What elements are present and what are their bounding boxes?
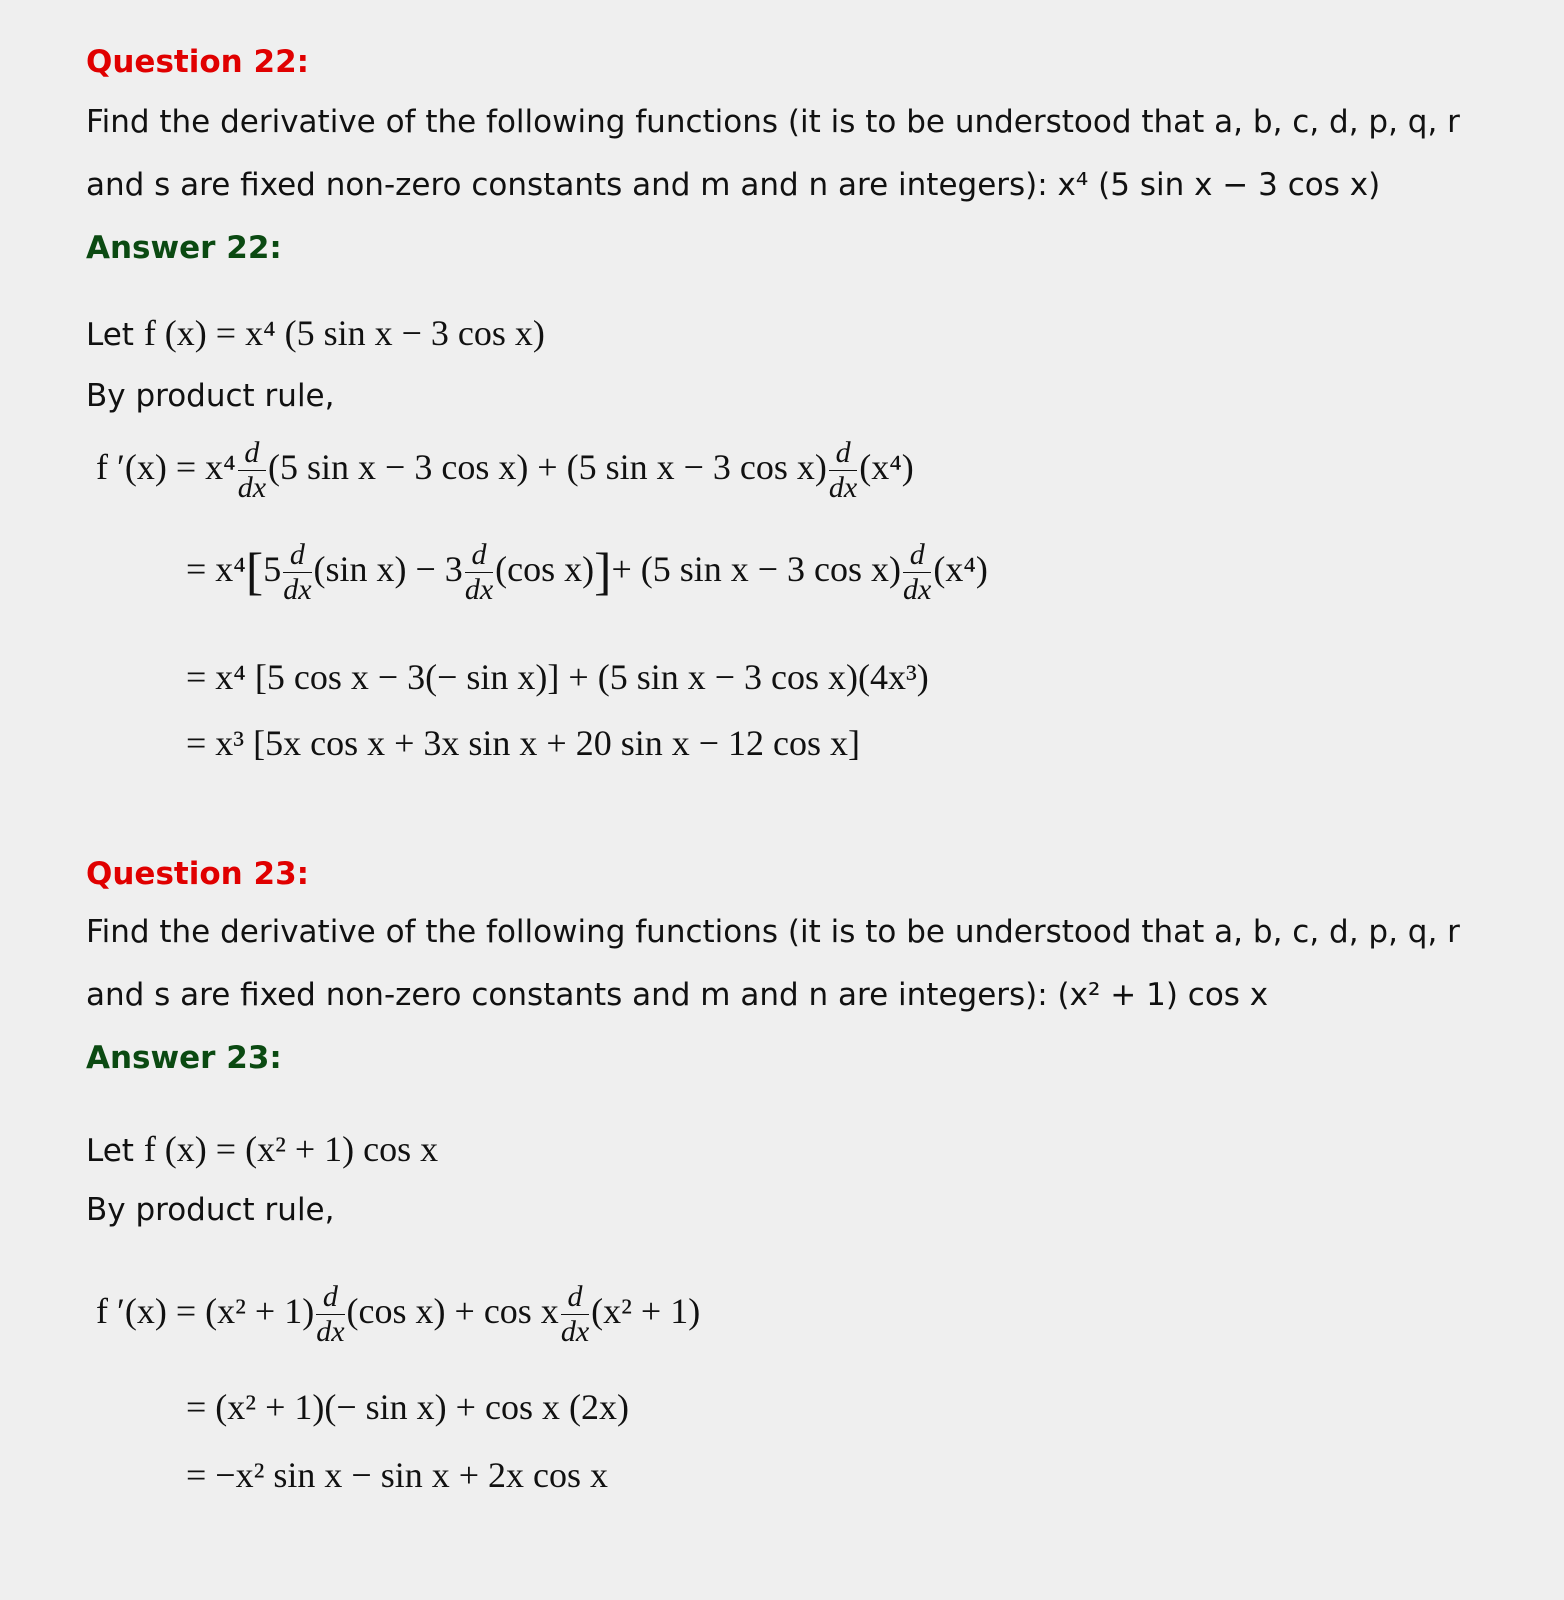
question-22-text-line-1: Find the derivative of the following functions (it is to be understood that a, b, c, d, p, q, r	[86, 104, 1460, 140]
derivative-operator: $\frac{d}{dx}$	[560, 1280, 590, 1348]
derivative-operator: $\frac{d}{dx}$	[283, 538, 312, 606]
question-23-text-line-2: and s are fixed non-zero constants and m and n are integers): (x² + 1) cos x	[86, 977, 1269, 1013]
step-2-lead: = x⁴	[186, 548, 246, 589]
answer-22-product-rule: By product rule,	[86, 378, 335, 414]
derivative-operator: $\frac{d}{dx}$	[316, 1280, 345, 1348]
function-definition: f (x) = x⁴ (5 sin x − 3 cos x)	[143, 313, 545, 353]
derivative-operator: $\frac{d}{dx}$	[828, 436, 858, 504]
step-1-end: (x⁴)	[859, 446, 914, 487]
derivative-operator: $\frac{d}{dx}$	[903, 538, 932, 606]
answer-23-let-line	[86, 1128, 438, 1170]
answer-22-step-3: = x⁴ [5 cos x − 3(− sin x)] + (5 sin x − 3 cos x)(4x³)	[186, 657, 929, 697]
step-2-e: (x⁴)	[933, 548, 988, 589]
answer-23-heading: Answer 23:	[86, 1040, 282, 1076]
step-1-middle: (5 sin x − 3 cos x) + (5 sin x − 3 cos x)	[268, 446, 827, 487]
step-1-lhs: f ′(x) = x⁴	[96, 446, 236, 487]
left-bracket: [	[245, 543, 264, 601]
question-22-heading: Question 22:	[86, 44, 310, 80]
answer-22-step-2	[186, 540, 988, 605]
right-bracket: ]	[594, 543, 612, 601]
step-1-middle: (cos x) + cos x	[346, 1290, 559, 1331]
question-23-heading: Question 23:	[86, 856, 310, 892]
answer-22-let-line	[86, 312, 545, 354]
let-label: Let	[86, 317, 134, 353]
function-definition: f (x) = (x² + 1) cos x	[143, 1129, 439, 1169]
step-2-d: + (5 sin x − 3 cos x)	[611, 548, 902, 589]
step-2-a: 5	[263, 548, 282, 589]
answer-23-step-2: = (x² + 1)(− sin x) + cos x (2x)	[186, 1387, 629, 1427]
derivative-operator: $\frac{d}{dx}$	[464, 538, 494, 606]
answer-22-heading: Answer 22:	[86, 230, 282, 266]
question-22-text-line-2: and s are fixed non-zero constants and m and n are integers): x⁴ (5 sin x − 3 cos x)	[86, 167, 1381, 203]
step-2-b: (sin x) − 3	[313, 548, 463, 589]
answer-23-step-3: = −x² sin x − sin x + 2x cos x	[186, 1455, 609, 1495]
step-1-lhs: f ′(x) = (x² + 1)	[96, 1290, 315, 1331]
answer-23-step-1	[96, 1282, 700, 1347]
let-label: Let	[86, 1133, 134, 1169]
step-1-end: (x² + 1)	[591, 1290, 701, 1331]
step-2-c: (cos x)	[495, 548, 595, 589]
answer-23-product-rule: By product rule,	[86, 1192, 335, 1228]
question-23-text-line-1: Find the derivative of the following functions (it is to be understood that a, b, c, d, p, q, r	[86, 914, 1460, 950]
answer-22-step-1	[96, 438, 914, 503]
answer-22-step-4: = x³ [5x cos x + 3x sin x + 20 sin x − 12 cos x]	[186, 723, 860, 763]
derivative-operator: $\frac{d}{dx}$	[237, 436, 267, 504]
